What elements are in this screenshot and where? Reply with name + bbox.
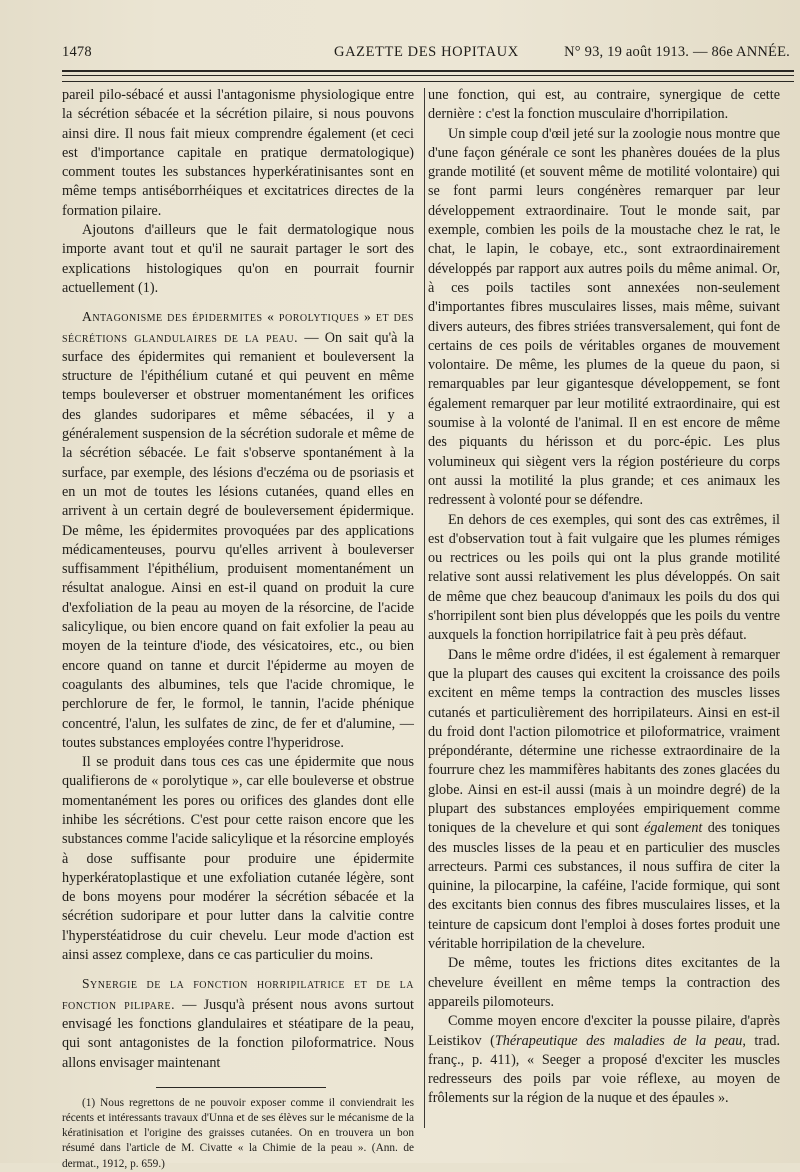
running-header bbox=[62, 42, 792, 64]
paragraph: pareil pilo-sébacé et aussi l'antagonisme physiologique entre la sécrétion sébacée et la sécrétion pilaire, si nous pouvons ainsi dire. Il nous fait mieux comprendre également (et ceci est d'importance capitale en pratique dermatologique) comment toutes les substances hyperkératinisantes sont en même temps antiséborrhéiques et excitatrices directes de la formation pilaire. bbox=[62, 87, 414, 219]
column-separator bbox=[424, 88, 425, 1128]
section-paragraph bbox=[62, 307, 414, 753]
journal-title: GAZETTE DES HOPITAUX bbox=[334, 44, 519, 60]
header-rule bbox=[62, 70, 794, 72]
paragraph bbox=[428, 1012, 780, 1108]
book-title: Thérapeutique des maladies de la peau bbox=[494, 1032, 743, 1049]
paragraph: Un simple coup d'œil jeté sur la zoologie nous montre que d'une façon générale ce sont les phanères douées de la plus grande motilité (et souvent même de motilité volontaire) qui se font parmi leurs congénères remarquer par leur développement extraordinaire. Tout le monde sait, par exemple, combien les poils de la moustache chez le rat, le chat, le lapin, le cobaye, etc., sont extraordinairement développés par rapport aux autres poils du même animal. Or, à ces poils tactiles sont annexées non-seulement d'importantes fibres musculaires lisses, mais même, suivant divers auteurs, des fibres striées transversalement, qui font de certains de ces poils de véritables organes de mouvement volontaire. De même, les plumes de la queue du paon, si remarquables par leur gigantesque développement, se font également remarquer par leur motilité extraordinaire, qui est soumise à la volonté de l'animal. Il en est encore de même des piquants du hérisson et du porc-épic. Les plus volumineux qui siègent vers la région postérieure du corps ont aussi la motilité la plus grande; et ces animaux les redressent à volonté pour se défendre. bbox=[428, 125, 780, 509]
header-rule bbox=[62, 81, 794, 82]
paragraph: Il se produit dans tous ces cas une épidermite que nous qualifierons de « porolytique », car elle bouleverse et obstrue momentanément les pores ou orifices des glandes dont elle inhibe les sécrétions. C'est pour cette raison encore que les substances comme l'acide salicylique et la résorcine employés à dose suffisante pour produire une épidermite hyperkératoplastique et une exfoliation cutanée légère, sont de bons moyens pour modérer la sécrétion sébacée et la sécrétion sudoripare et pour lutter dans la calvitie contre l'hyperstéatidrose du cuir chevelu. Leur mode d'action est ainsi assez complexe, dans ce cas particulier du moins. bbox=[62, 754, 414, 964]
section-heading: Synergie de la fonction horripilatrice et de la fonction pilipare. bbox=[62, 976, 414, 1012]
emphasis: également bbox=[644, 820, 703, 837]
paragraph: De même, toutes les frictions dites excitantes de la chevelure éveillent en même temps la contraction des appareils pilomoteurs. bbox=[428, 955, 780, 1010]
header-rule bbox=[62, 75, 794, 76]
paragraph-text: Comme moyen encore d'exciter la pousse pilaire, d'après Leistikov ( bbox=[428, 1013, 780, 1049]
paragraph-text: Dans le même ordre d'idées, il est également à remarquer que la plupart des causes qui excitent la croissance des poils excitent en même temps la contraction des muscles lisses cutanés et particulièrement des horripilateurs. Ainsi en est-il du froid dont l'action pilomotrice et piloformatrice, vraiment prépondérante, détermine une richesse extraordinaire de la fourrure chez les mammifères habitants des zones glacées du globe. Ainsi en est-il aussi (mais à un moindre degré) de la plupart des substances employées empiriquement comme toniques de la chevelure et qui sont bbox=[428, 646, 780, 837]
paragraph: une fonction, qui est, au contraire, synergique de cette dernière : c'est la fonction musculaire d'horripilation. bbox=[428, 87, 780, 123]
footnote-rule bbox=[156, 1087, 326, 1088]
left-column bbox=[62, 86, 414, 1172]
page-number: 1478 bbox=[62, 44, 92, 60]
section-paragraph bbox=[62, 974, 414, 1072]
section-heading: Antagonisme des épidermites « porolytiques » et des sécrétions glandulaires de la peau. bbox=[62, 309, 414, 345]
paragraph-text: , trad. franç., p. 411), « Seeger a proposé d'exciter les muscles redresseurs des poils par voie réflexe, au moyen de frôlements sur la région de la nuque et des épaules ». bbox=[428, 1032, 780, 1107]
issue-info: N° 93, 19 août 1913. — 86e ANNÉE. bbox=[564, 44, 790, 60]
paragraph: En dehors de ces exemples, qui sont des cas extrêmes, il est d'observation tout à fait vulgaire que les plumes rémiges ou rectrices ou les poils qui ont la plus grande motilité relative sont aussi relativement les plus développés. On sait de même que chez beaucoup d'animaux les poils du dos qui s'horripilent sont bien plus développés que les poils du ventre auxquels la fonction horripilatrice fait à peu près défaut. bbox=[428, 511, 780, 644]
paragraph-text: — On sait qu'à la surface des épidermites qui remanient et bouleversent la structure de l'épithélium cutané et qui peuvent en même temps bouleverser et obstruer momentanément les orifices des glandes sudoripares et même sébacées, il y a généralement suspension de la sécrétion sudorale et même de la sécrétion sébacée. Le fait s'observe spontanément à la surface, par exemple, des lésions d'eczéma ou de psoriasis et en un mot de toutes les lésions cutanées, quand elles en arrivent à un certain degré de bouleversement épidermique. De même, les épidermites provoquées par des applications médicamenteuses, pourvu qu'elles arrivent à bouleverser suffisamment l'épithélium, produisent momentanément un résultat analogue. Ainsi en est-il quand on produit la cure d'exfoliation de la peau au moyen de la résorcine, de l'acide salicylique, ou bien encore quand on fait exfolier la peau au moyen de la teinture d'iode, des vésicatoires, etc., ou bien encore quand on tanne et durcit l'épiderme au moyen de coagulants des albumines, tels que l'acide chromique, le perchlorure de fer, le formol, le tannin, l'acide phénique concentré, l'alun, les sulfates de zinc, de fer et d'alumine, — toutes substances employées contre l'hyperidrose. bbox=[62, 329, 414, 751]
paragraph bbox=[428, 646, 780, 955]
paragraph-text: des toniques des muscles lisses de la peau et en particulier des muscles arrecteurs. Parmi ces substances, il nous suffira de citer la quinine, la pilocarpine, la caféine, l'acide formique, qui sont des excitants bien connus des fibres musculaires lisses, et la teinture de capsicum dont l'emploi à doses fortes produit une véritable horripilation de la chevelure. bbox=[428, 820, 780, 953]
paragraph-text: — Jusqu'à présent nous avons surtout envisagé les fonctions glandulaires et stéatipare de la peau, qui sont antagonistes de la fonction piloformatrice. Nous allons envisager maintenant bbox=[62, 996, 415, 1071]
footnote: (1) Nous regrettons de ne pouvoir exposer comme il conviendrait les récents et intéressants travaux d'Unna et de ses élèves sur le mécanisme de la kératinisation et l'origine des graisses cutanées. On en trouvera un bon résumé dans l'article de M. Civatte « la Chimie de la peau ». (Ann. de dermat., 1912, p. 659.) bbox=[62, 1096, 414, 1170]
paragraph: Ajoutons d'ailleurs que le fait dermatologique nous importe avant tout et qu'il ne saurait partager le sort des explications histologiques qu'on en pourrait fournir actuellement (1). bbox=[62, 222, 414, 296]
right-column bbox=[428, 86, 780, 1109]
